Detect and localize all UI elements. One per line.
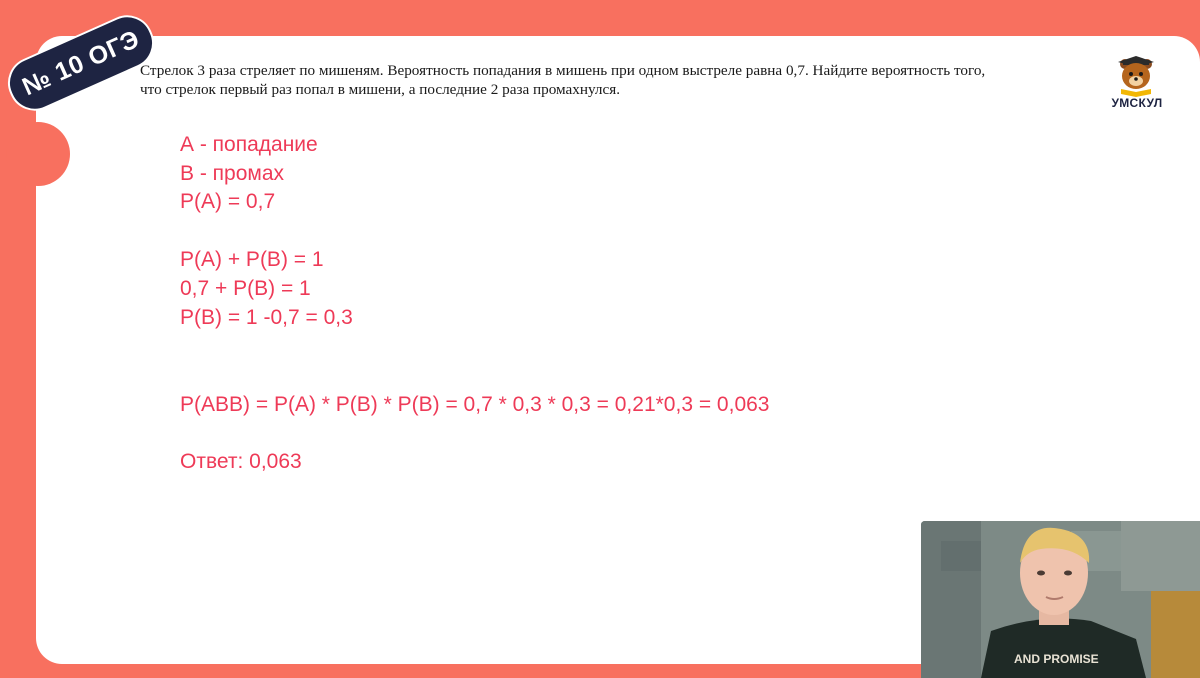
shirt-text: AND PROMISE bbox=[1014, 652, 1099, 666]
solution-line-2: В - промах bbox=[180, 162, 285, 185]
brand-logo-text: УМСКУЛ bbox=[1111, 96, 1163, 110]
problem-line-2: что стрелок первый раз попал в мишени, а последние 2 раза промахнулся. bbox=[140, 81, 620, 98]
solution-line-7: Р(АВВ) = Р(А) * Р(В) * Р(В) = 0,7 * 0,3 * 0,3 = 0,21*0,3 = 0,063 bbox=[180, 393, 770, 416]
solution-line-4: Р(А) + Р(В) = 1 bbox=[180, 248, 324, 271]
problem-line-1: Стрелок 3 раза стреляет по мишеням. Вероятность попадания в мишень при одном выстреле равна 0,7. Найдите вероятность того, bbox=[140, 62, 986, 79]
webcam-overlay bbox=[921, 521, 1200, 678]
solution-line-1: А - попадание bbox=[180, 133, 318, 156]
task-number-label: № 10 ОГЭ bbox=[18, 24, 144, 101]
card-notch bbox=[6, 122, 70, 186]
answer-line: Ответ: 0,063 bbox=[180, 450, 302, 473]
solution-line-6: Р(В) = 1 -0,7 = 0,3 bbox=[180, 306, 353, 329]
solution-line-5: 0,7 + Р(В) = 1 bbox=[180, 277, 311, 300]
problem-statement bbox=[140, 61, 1100, 99]
solution-line-3: Р(А) = 0,7 bbox=[180, 190, 276, 213]
webcam-person-image bbox=[921, 521, 1200, 678]
